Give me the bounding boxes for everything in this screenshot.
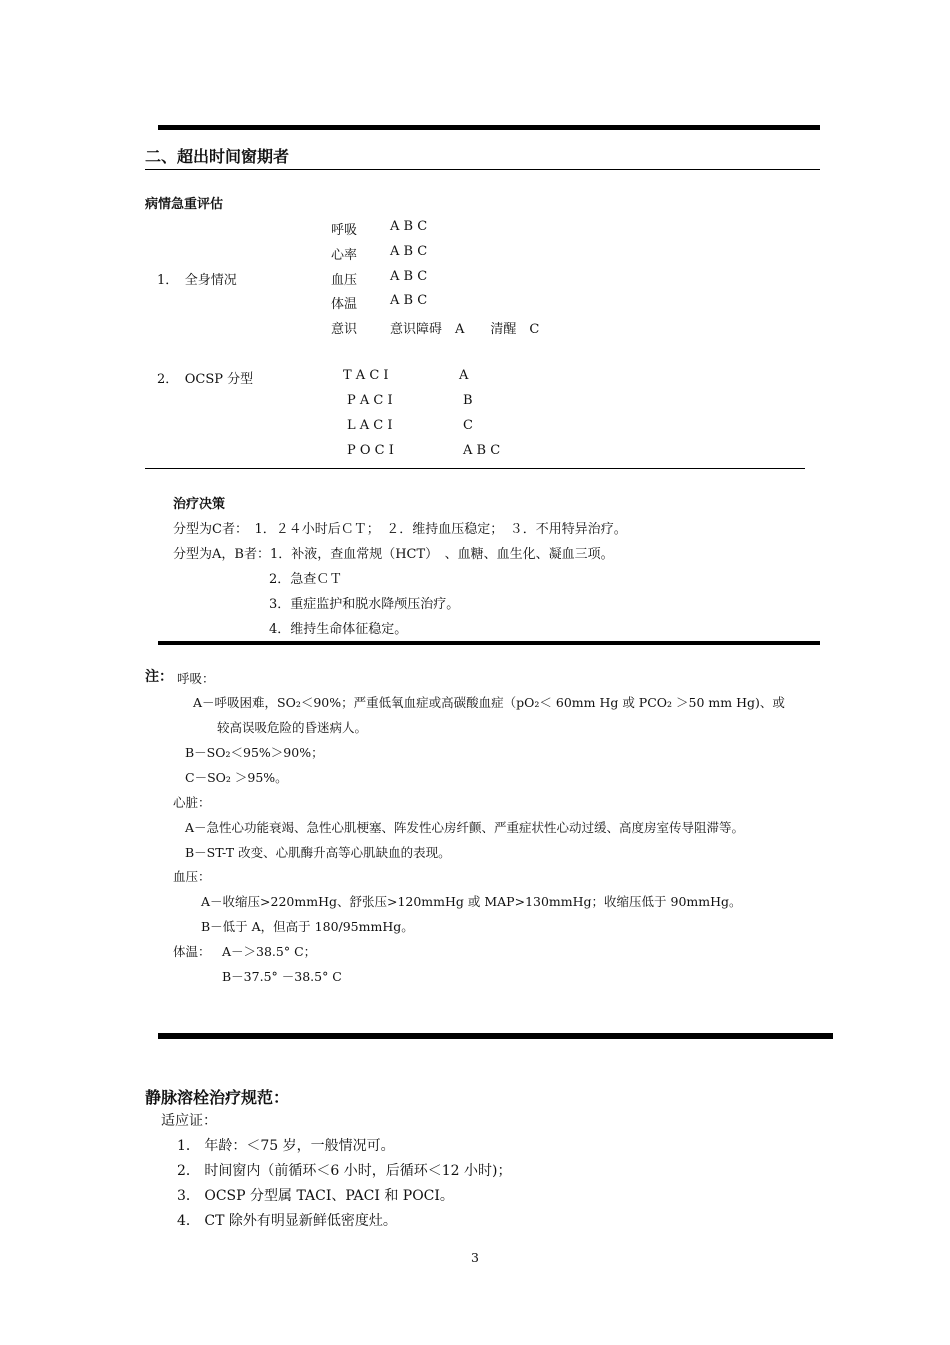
general-row-name: 呼吸 <box>331 223 358 238</box>
notes-heart-label: 心脏： <box>173 795 211 810</box>
indication-item: 2． 时间窗内（前循环＜6 小时，后循环＜12 小时)； <box>177 1163 512 1179</box>
general-row-name: 血压 <box>331 273 358 288</box>
ocsp-label: 2． OCSP 分型 <box>157 372 254 387</box>
general-row-value: 意识障碍 A 清醒 C <box>390 322 540 337</box>
treatment-line-ab: 2．急查ＣＴ <box>269 572 343 587</box>
top-thick-rule <box>158 125 820 130</box>
treatment-line-ab: 4．维持生命体征稳定。 <box>269 622 408 637</box>
ocsp-row-name: L A C I <box>347 418 393 433</box>
general-label: 1． 全身情况 <box>157 273 237 288</box>
general-row-value: A B C <box>390 219 428 234</box>
ocsp-row-value: A B C <box>463 443 501 458</box>
notes-heart-a: A－急性心功能衰竭、急性心肌梗塞、阵发性心房纤颤、严重症状性心动过缓、高度房室传导阻滞等。 <box>185 820 745 835</box>
treatment-line-ab: 3．重症监护和脱水降颅压治疗。 <box>269 597 460 612</box>
general-row-name: 意识 <box>331 322 358 337</box>
thrombolysis-title: 静脉溶栓治疗规范： <box>145 1088 290 1107</box>
ocsp-row-value: C <box>463 418 473 433</box>
notes-temp-b: B－37.5° －38.5° C <box>222 969 342 984</box>
notes-bottom-rule <box>158 1033 833 1039</box>
notes-resp-label: 呼吸： <box>177 671 215 686</box>
assessment-bottom-rule <box>145 468 805 469</box>
treatment-line-ab: 分型为A，B者：1．补液，查血常规（HCT） 、血糖、血生化、凝血三项。 <box>173 547 614 562</box>
ocsp-row-name: P A C I <box>347 393 393 408</box>
notes-bp-a: A－收缩压>220mmHg、舒张压>120mmHg 或 MAP>130mmHg；收缩压低于 90mmHg。 <box>201 894 742 909</box>
notes-bp-label: 血压： <box>173 869 211 884</box>
notes-resp-a: A－呼吸困难，SO₂＜90%；严重低氧血症或高碳酸血症（pO₂＜ 60mm Hg 或 PCO₂ ＞50 mm Hg)、或 <box>193 695 785 710</box>
general-row-value: A B C <box>390 244 428 259</box>
notes-label: 注： <box>145 669 173 685</box>
notes-resp-b: B－SO₂＜95%＞90%； <box>185 745 324 760</box>
indication-item: 4． CT 除外有明显新鲜低密度灶。 <box>177 1213 397 1229</box>
treatment-bottom-rule <box>158 641 820 645</box>
general-row-name: 心率 <box>331 248 358 263</box>
page-number: 3 <box>471 1250 479 1265</box>
indication-item: 3． OCSP 分型属 TACI、PACI 和 POCI。 <box>177 1188 454 1204</box>
assessment-title: 病情急重评估 <box>145 197 224 212</box>
notes-heart-b: B－ST-T 改变、心肌酶升高等心肌缺血的表现。 <box>185 845 451 860</box>
notes-resp-a-cont: 较高误吸危险的昏迷病人。 <box>217 720 368 735</box>
ocsp-row-name: P O C I <box>347 443 394 458</box>
notes-temp-label: 体温： <box>173 944 211 959</box>
general-row-name: 体温 <box>331 297 358 312</box>
notes-resp-c: C－SO₂ ＞95%。 <box>185 770 288 785</box>
general-row-value: A B C <box>390 293 428 308</box>
section-title: 二、超出时间窗期者 <box>145 147 290 166</box>
indication-item: 1． 年龄：＜75 岁，一般情况可。 <box>177 1138 395 1154</box>
ocsp-row-name: T A C I <box>343 368 389 383</box>
section-title-underline <box>145 169 820 170</box>
treatment-line-c: 分型为C者： 1．２４小时后ＣＴ； ２．维持血压稳定； ３．不用特异治疗。 <box>173 522 627 537</box>
notes-temp-a: A－＞38.5° C； <box>222 944 317 959</box>
ocsp-row-value: A <box>459 368 469 383</box>
ocsp-row-value: B <box>463 393 473 408</box>
indication-label: 适应证： <box>161 1113 217 1129</box>
general-row-value: A B C <box>390 269 428 284</box>
treatment-title: 治疗决策 <box>173 497 226 512</box>
notes-bp-b: B－低于 A，但高于 180/95mmHg。 <box>201 919 414 934</box>
